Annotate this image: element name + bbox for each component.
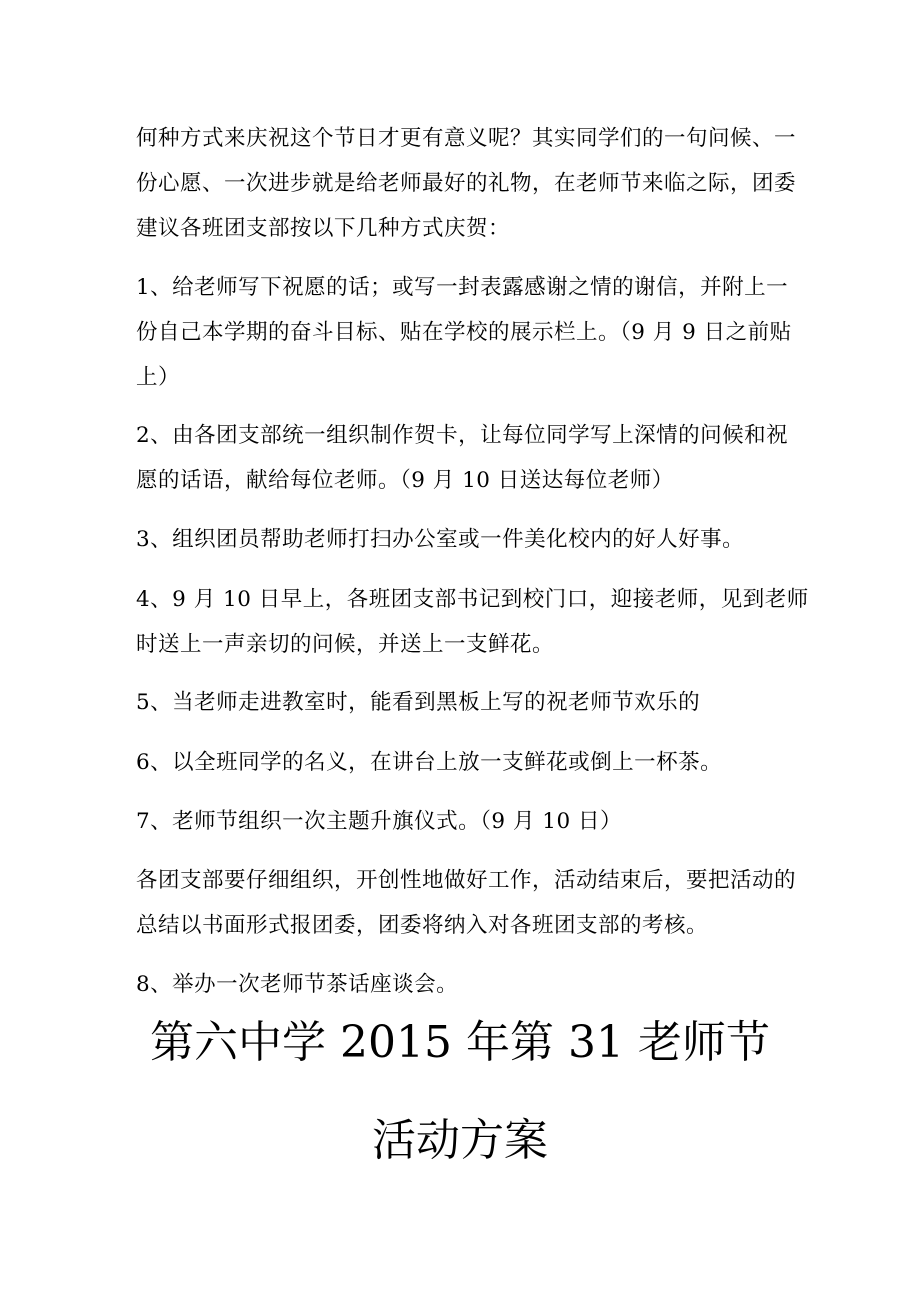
item-2-line-1: 2、由各团支部统一组织制作贺卡，让每位同学写上深情的问候和祝 xyxy=(136,423,789,448)
item-5-line-1: 5、当老师走进教室时，能看到黑板上写的祝老师节欢乐的 xyxy=(136,690,701,715)
document-title-line-2: 活动方案 xyxy=(372,1115,548,1166)
document-title-line-1: 第六中学 2015 年第 31 老师节 xyxy=(150,1017,770,1068)
closing-line-1: 各团支部要仔细组织，开创性地做好工作，活动结束后，要把活动的 xyxy=(136,868,797,893)
item-3-line-1: 3、组织团员帮助老师打扫办公室或一件美化校内的好人好事。 xyxy=(136,527,745,552)
item-1-line-3: 上） xyxy=(136,365,181,390)
item-4-line-2: 时送上一声亲切的问候，并送上一支鲜花。 xyxy=(136,632,555,657)
closing-line-2: 总结以书面形式报团委，团委将纳入对各班团支部的考核。 xyxy=(136,913,709,938)
item-2-line-2: 愿的话语，献给每位老师。（9 月 10 日送达每位老师） xyxy=(136,468,674,493)
item-8-line-1: 8、举办一次老师节茶话座谈会。 xyxy=(136,972,459,997)
intro-line-3: 建议各班团支部按以下几种方式庆贺： xyxy=(136,216,511,241)
item-7-line-1: 7、老师节组织一次主题升旗仪式。（9 月 10 日） xyxy=(136,809,622,834)
item-1-line-2: 份自己本学期的奋斗目标、贴在学校的展示栏上。（9 月 9 日之前贴 xyxy=(136,320,792,345)
item-4-line-1: 4、9 月 10 日早上，各班团支部书记到校门口，迎接老师，见到老师 xyxy=(136,587,809,612)
intro-line-2: 份心愿、一次进步就是给老师最好的礼物，在老师节来临之际，团委 xyxy=(136,171,797,196)
item-1-line-1: 1、给老师写下祝愿的话；或写一封表露感谢之情的谢信，并附上一 xyxy=(136,275,789,300)
item-6-line-1: 6、以全班同学的名义，在讲台上放一支鲜花或倒上一杯茶。 xyxy=(136,750,723,775)
intro-line-1: 何种方式来庆祝这个节日才更有意义呢？其实同学们的一句问候、一 xyxy=(136,126,797,151)
